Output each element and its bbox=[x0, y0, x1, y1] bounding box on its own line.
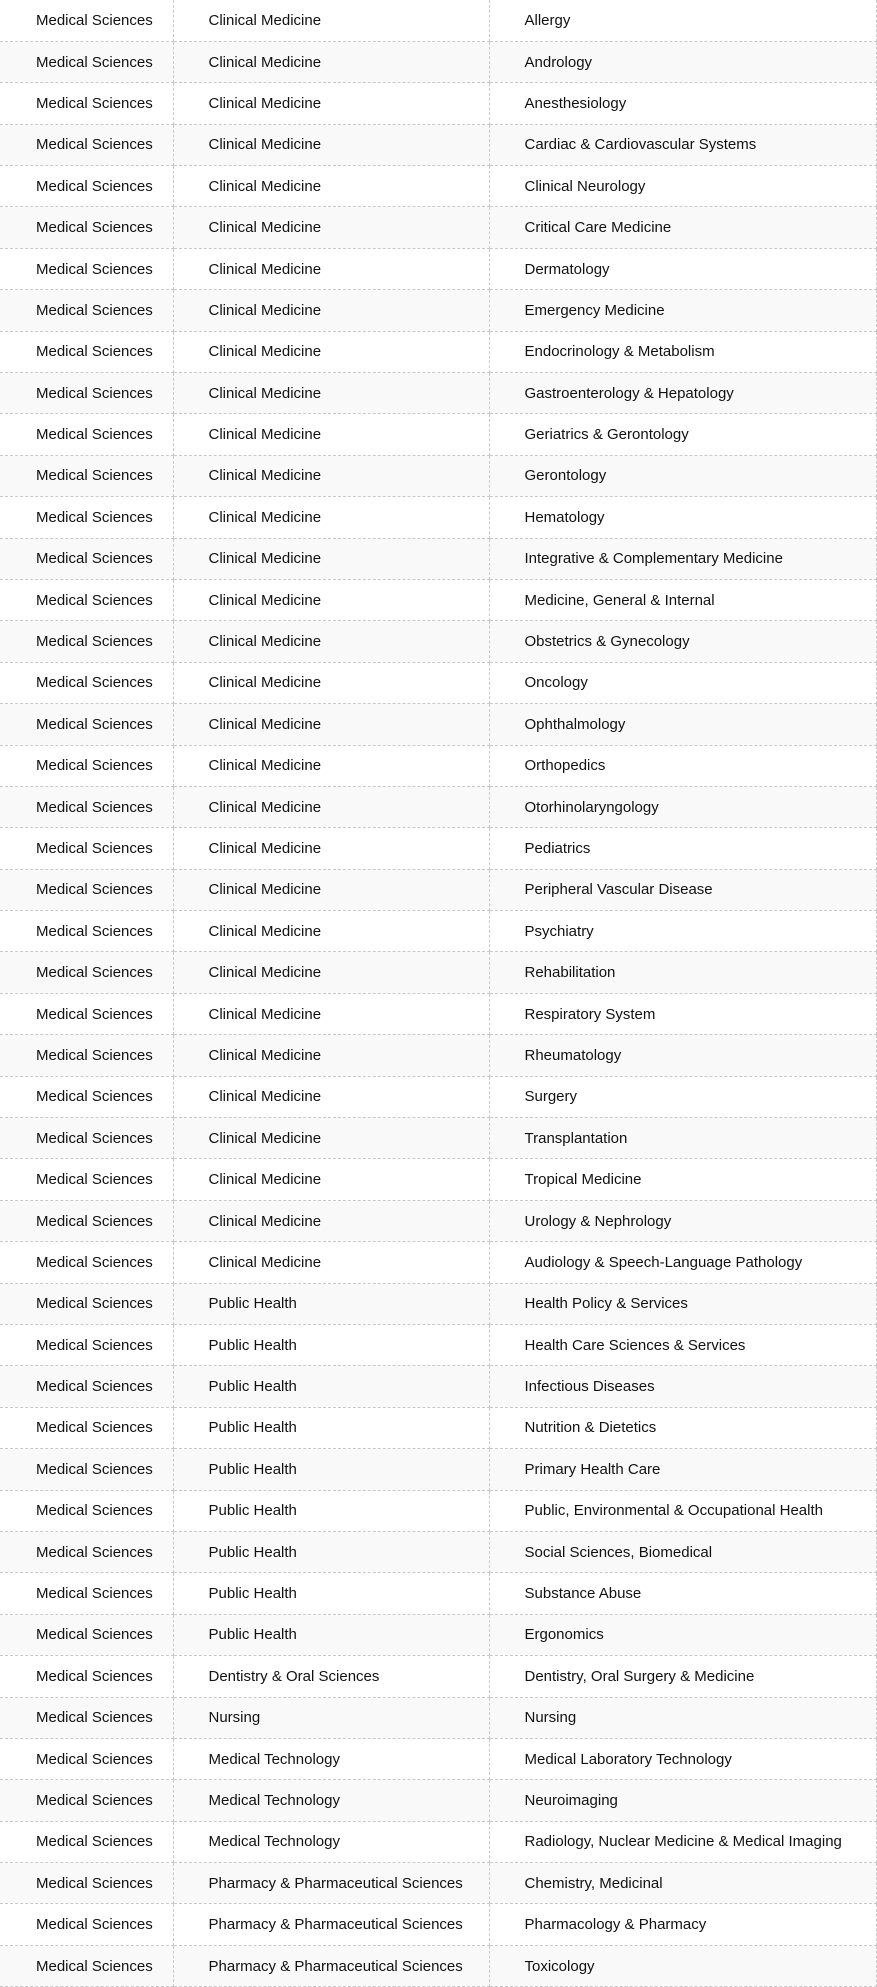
field-cell: Medical Sciences bbox=[0, 373, 173, 414]
discipline-cell: Clinical Medicine bbox=[173, 207, 489, 248]
subject-cell: Anesthesiology bbox=[489, 83, 876, 124]
table-row bbox=[0, 373, 876, 414]
subject-cell: Medical Laboratory Technology bbox=[489, 1738, 876, 1779]
discipline-cell: Clinical Medicine bbox=[173, 497, 489, 538]
table-row bbox=[0, 704, 876, 745]
table-row bbox=[0, 745, 876, 786]
table-row bbox=[0, 952, 876, 993]
field-cell: Medical Sciences bbox=[0, 1242, 173, 1283]
field-cell: Medical Sciences bbox=[0, 1283, 173, 1324]
table-row bbox=[0, 1697, 876, 1738]
table-row bbox=[0, 1118, 876, 1159]
subject-cell: Surgery bbox=[489, 1076, 876, 1117]
subject-cell: Ophthalmology bbox=[489, 704, 876, 745]
table-row bbox=[0, 124, 876, 165]
table-row bbox=[0, 828, 876, 869]
subject-cell: Rheumatology bbox=[489, 1035, 876, 1076]
field-cell: Medical Sciences bbox=[0, 1159, 173, 1200]
field-cell: Medical Sciences bbox=[0, 124, 173, 165]
discipline-cell: Clinical Medicine bbox=[173, 83, 489, 124]
discipline-cell: Clinical Medicine bbox=[173, 166, 489, 207]
subject-cell: Dentistry, Oral Surgery & Medicine bbox=[489, 1656, 876, 1697]
table-row bbox=[0, 455, 876, 496]
field-cell: Medical Sciences bbox=[0, 1076, 173, 1117]
subject-cell: Oncology bbox=[489, 662, 876, 703]
field-cell: Medical Sciences bbox=[0, 207, 173, 248]
field-cell: Medical Sciences bbox=[0, 41, 173, 82]
subject-cell: Infectious Diseases bbox=[489, 1366, 876, 1407]
field-cell: Medical Sciences bbox=[0, 745, 173, 786]
field-cell: Medical Sciences bbox=[0, 1738, 173, 1779]
discipline-cell: Clinical Medicine bbox=[173, 662, 489, 703]
discipline-cell: Clinical Medicine bbox=[173, 1035, 489, 1076]
discipline-cell: Clinical Medicine bbox=[173, 745, 489, 786]
table-row bbox=[0, 538, 876, 579]
field-cell: Medical Sciences bbox=[0, 1325, 173, 1366]
subject-cell: Geriatrics & Gerontology bbox=[489, 414, 876, 455]
table-row bbox=[0, 1863, 876, 1904]
discipline-cell: Clinical Medicine bbox=[173, 911, 489, 952]
discipline-cell: Clinical Medicine bbox=[173, 786, 489, 827]
subject-cell: Emergency Medicine bbox=[489, 290, 876, 331]
table-row bbox=[0, 1076, 876, 1117]
table-row bbox=[0, 497, 876, 538]
table-row bbox=[0, 662, 876, 703]
table-row bbox=[0, 331, 876, 372]
subject-cell: Obstetrics & Gynecology bbox=[489, 621, 876, 662]
field-cell: Medical Sciences bbox=[0, 166, 173, 207]
table-row bbox=[0, 786, 876, 827]
field-cell: Medical Sciences bbox=[0, 662, 173, 703]
subject-cell: Endocrinology & Metabolism bbox=[489, 331, 876, 372]
field-cell: Medical Sciences bbox=[0, 1531, 173, 1572]
field-cell: Medical Sciences bbox=[0, 993, 173, 1034]
subject-cell: Audiology & Speech-Language Pathology bbox=[489, 1242, 876, 1283]
discipline-cell: Clinical Medicine bbox=[173, 621, 489, 662]
table-row bbox=[0, 290, 876, 331]
table-row bbox=[0, 1821, 876, 1862]
subject-cell: Urology & Nephrology bbox=[489, 1200, 876, 1241]
field-cell: Medical Sciences bbox=[0, 497, 173, 538]
subject-cell: Ergonomics bbox=[489, 1614, 876, 1655]
table-row bbox=[0, 993, 876, 1034]
discipline-cell: Nursing bbox=[173, 1697, 489, 1738]
subject-cell: Nursing bbox=[489, 1697, 876, 1738]
subject-cell: Critical Care Medicine bbox=[489, 207, 876, 248]
table-row bbox=[0, 1159, 876, 1200]
field-cell: Medical Sciences bbox=[0, 538, 173, 579]
field-cell: Medical Sciences bbox=[0, 869, 173, 910]
discipline-cell: Clinical Medicine bbox=[173, 290, 489, 331]
discipline-cell: Pharmacy & Pharmaceutical Sciences bbox=[173, 1863, 489, 1904]
subject-cell: Andrology bbox=[489, 41, 876, 82]
discipline-cell: Public Health bbox=[173, 1366, 489, 1407]
field-cell: Medical Sciences bbox=[0, 911, 173, 952]
subject-cell: Radiology, Nuclear Medicine & Medical Imaging bbox=[489, 1821, 876, 1862]
field-cell: Medical Sciences bbox=[0, 579, 173, 620]
subject-cell: Allergy bbox=[489, 0, 876, 41]
discipline-cell: Medical Technology bbox=[173, 1738, 489, 1779]
subject-cell: Otorhinolaryngology bbox=[489, 786, 876, 827]
field-cell: Medical Sciences bbox=[0, 828, 173, 869]
field-cell: Medical Sciences bbox=[0, 290, 173, 331]
discipline-cell: Public Health bbox=[173, 1573, 489, 1614]
field-cell: Medical Sciences bbox=[0, 331, 173, 372]
subject-cell: Gerontology bbox=[489, 455, 876, 496]
discipline-cell: Clinical Medicine bbox=[173, 869, 489, 910]
subject-cell: Pharmacology & Pharmacy bbox=[489, 1904, 876, 1945]
subject-cell: Neuroimaging bbox=[489, 1780, 876, 1821]
table-row bbox=[0, 869, 876, 910]
table-row bbox=[0, 1490, 876, 1531]
table-row bbox=[0, 911, 876, 952]
subject-cell: Public, Environmental & Occupational Health bbox=[489, 1490, 876, 1531]
table-row bbox=[0, 1573, 876, 1614]
table-row bbox=[0, 0, 876, 41]
table-row bbox=[0, 1449, 876, 1490]
table-row bbox=[0, 1945, 876, 1986]
discipline-cell: Clinical Medicine bbox=[173, 0, 489, 41]
discipline-cell: Medical Technology bbox=[173, 1821, 489, 1862]
field-cell: Medical Sciences bbox=[0, 414, 173, 455]
discipline-cell: Clinical Medicine bbox=[173, 1118, 489, 1159]
field-cell: Medical Sciences bbox=[0, 1863, 173, 1904]
discipline-cell: Public Health bbox=[173, 1531, 489, 1572]
subject-cell: Chemistry, Medicinal bbox=[489, 1863, 876, 1904]
discipline-cell: Clinical Medicine bbox=[173, 1076, 489, 1117]
field-cell: Medical Sciences bbox=[0, 952, 173, 993]
field-cell: Medical Sciences bbox=[0, 1614, 173, 1655]
table-row bbox=[0, 621, 876, 662]
table-row bbox=[0, 248, 876, 289]
field-cell: Medical Sciences bbox=[0, 621, 173, 662]
table-row bbox=[0, 1325, 876, 1366]
field-cell: Medical Sciences bbox=[0, 1945, 173, 1986]
table-row bbox=[0, 1614, 876, 1655]
table-row bbox=[0, 1904, 876, 1945]
subject-cell: Integrative & Complementary Medicine bbox=[489, 538, 876, 579]
table-row bbox=[0, 1656, 876, 1697]
table-row bbox=[0, 1200, 876, 1241]
field-cell: Medical Sciences bbox=[0, 1200, 173, 1241]
subject-cell: Health Care Sciences & Services bbox=[489, 1325, 876, 1366]
discipline-cell: Public Health bbox=[173, 1283, 489, 1324]
discipline-cell: Clinical Medicine bbox=[173, 828, 489, 869]
discipline-cell: Clinical Medicine bbox=[173, 993, 489, 1034]
subject-cell: Health Policy & Services bbox=[489, 1283, 876, 1324]
field-cell: Medical Sciences bbox=[0, 83, 173, 124]
table-row bbox=[0, 1738, 876, 1779]
table-row bbox=[0, 1242, 876, 1283]
discipline-cell: Pharmacy & Pharmaceutical Sciences bbox=[173, 1904, 489, 1945]
discipline-cell: Clinical Medicine bbox=[173, 331, 489, 372]
discipline-cell: Clinical Medicine bbox=[173, 952, 489, 993]
subject-cell: Toxicology bbox=[489, 1945, 876, 1986]
field-cell: Medical Sciences bbox=[0, 1573, 173, 1614]
discipline-cell: Clinical Medicine bbox=[173, 414, 489, 455]
discipline-cell: Clinical Medicine bbox=[173, 124, 489, 165]
table-row bbox=[0, 1283, 876, 1324]
discipline-cell: Dentistry & Oral Sciences bbox=[173, 1656, 489, 1697]
subject-cell: Cardiac & Cardiovascular Systems bbox=[489, 124, 876, 165]
subject-cell: Respiratory System bbox=[489, 993, 876, 1034]
field-cell: Medical Sciences bbox=[0, 1656, 173, 1697]
table-row bbox=[0, 1035, 876, 1076]
subject-cell: Primary Health Care bbox=[489, 1449, 876, 1490]
table-row bbox=[0, 83, 876, 124]
discipline-cell: Pharmacy & Pharmaceutical Sciences bbox=[173, 1945, 489, 1986]
field-cell: Medical Sciences bbox=[0, 1118, 173, 1159]
discipline-cell: Clinical Medicine bbox=[173, 41, 489, 82]
field-cell: Medical Sciences bbox=[0, 1407, 173, 1448]
discipline-cell: Clinical Medicine bbox=[173, 1200, 489, 1241]
subject-cell: Substance Abuse bbox=[489, 1573, 876, 1614]
discipline-cell: Clinical Medicine bbox=[173, 373, 489, 414]
subject-cell: Transplantation bbox=[489, 1118, 876, 1159]
discipline-cell: Public Health bbox=[173, 1614, 489, 1655]
table-row bbox=[0, 1366, 876, 1407]
field-cell: Medical Sciences bbox=[0, 1697, 173, 1738]
subject-cell: Rehabilitation bbox=[489, 952, 876, 993]
field-cell: Medical Sciences bbox=[0, 1780, 173, 1821]
field-cell: Medical Sciences bbox=[0, 455, 173, 496]
subject-cell: Dermatology bbox=[489, 248, 876, 289]
field-cell: Medical Sciences bbox=[0, 1490, 173, 1531]
subject-cell: Tropical Medicine bbox=[489, 1159, 876, 1200]
table-row bbox=[0, 1407, 876, 1448]
discipline-cell: Public Health bbox=[173, 1490, 489, 1531]
discipline-cell: Public Health bbox=[173, 1407, 489, 1448]
subject-cell: Orthopedics bbox=[489, 745, 876, 786]
discipline-cell: Clinical Medicine bbox=[173, 538, 489, 579]
discipline-cell: Clinical Medicine bbox=[173, 1242, 489, 1283]
field-cell: Medical Sciences bbox=[0, 1035, 173, 1076]
subject-cell: Hematology bbox=[489, 497, 876, 538]
field-cell: Medical Sciences bbox=[0, 248, 173, 289]
table-row bbox=[0, 579, 876, 620]
table-row bbox=[0, 1780, 876, 1821]
table-row bbox=[0, 1531, 876, 1572]
subject-cell: Medicine, General & Internal bbox=[489, 579, 876, 620]
field-cell: Medical Sciences bbox=[0, 1904, 173, 1945]
table-row bbox=[0, 414, 876, 455]
field-cell: Medical Sciences bbox=[0, 1821, 173, 1862]
field-cell: Medical Sciences bbox=[0, 1449, 173, 1490]
field-cell: Medical Sciences bbox=[0, 704, 173, 745]
discipline-cell: Public Health bbox=[173, 1325, 489, 1366]
discipline-cell: Clinical Medicine bbox=[173, 248, 489, 289]
subject-cell: Clinical Neurology bbox=[489, 166, 876, 207]
table-row bbox=[0, 207, 876, 248]
subject-cell: Pediatrics bbox=[489, 828, 876, 869]
discipline-cell: Clinical Medicine bbox=[173, 455, 489, 496]
subject-cell: Gastroenterology & Hepatology bbox=[489, 373, 876, 414]
subject-cell: Psychiatry bbox=[489, 911, 876, 952]
table-row bbox=[0, 166, 876, 207]
field-cell: Medical Sciences bbox=[0, 1366, 173, 1407]
table-row bbox=[0, 41, 876, 82]
subject-cell: Social Sciences, Biomedical bbox=[489, 1531, 876, 1572]
discipline-cell: Clinical Medicine bbox=[173, 704, 489, 745]
field-cell: Medical Sciences bbox=[0, 0, 173, 41]
subject-cell: Nutrition & Dietetics bbox=[489, 1407, 876, 1448]
field-cell: Medical Sciences bbox=[0, 786, 173, 827]
subject-cell: Peripheral Vascular Disease bbox=[489, 869, 876, 910]
discipline-cell: Clinical Medicine bbox=[173, 1159, 489, 1200]
discipline-cell: Medical Technology bbox=[173, 1780, 489, 1821]
discipline-cell: Clinical Medicine bbox=[173, 579, 489, 620]
discipline-cell: Public Health bbox=[173, 1449, 489, 1490]
